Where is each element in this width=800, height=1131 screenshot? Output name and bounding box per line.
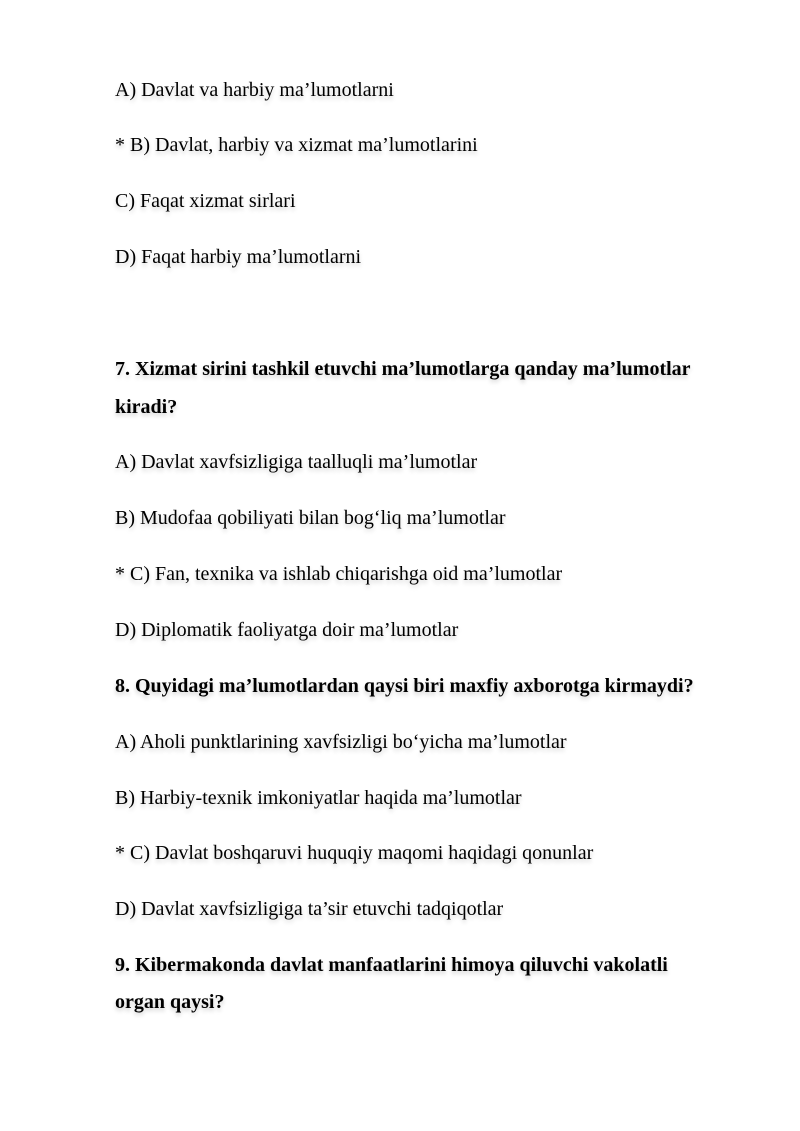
answer-option: C) Faqat xizmat sirlari	[115, 190, 296, 212]
answer-option: A) Aholi punktlarining xavfsizligi bo‘yicha ma’lumotlar	[115, 731, 567, 753]
answer-option-correct: * B) Davlat, harbiy va xizmat ma’lumotlarini	[115, 134, 478, 156]
question-7-heading-cont: kiradi?	[115, 396, 178, 418]
question-8-heading: 8. Quyidagi ma’lumotlardan qaysi biri maxfiy axborotga kirmaydi?	[115, 675, 694, 697]
answer-option: A) Davlat va harbiy ma’lumotlarni	[115, 79, 394, 101]
question-9-heading-cont: organ qaysi?	[115, 991, 225, 1013]
question-9-heading: 9. Kibermakonda davlat manfaatlarini himoya qiluvchi vakolatli	[115, 954, 668, 976]
answer-option: D) Faqat harbiy ma’lumotlarni	[115, 246, 362, 268]
answer-option: D) Davlat xavfsizligiga ta’sir etuvchi tadqiqotlar	[115, 898, 504, 920]
question-7-heading: 7. Xizmat sirini tashkil etuvchi ma’lumotlarga qanday ma’lumotlar	[115, 358, 691, 380]
answer-option-correct: * C) Davlat boshqaruvi huquqiy maqomi haqidagi qonunlar	[115, 842, 594, 864]
answer-option: B) Mudofaa qobiliyati bilan bog‘liq ma’lumotlar	[115, 507, 506, 529]
answer-option: B) Harbiy-texnik imkoniyatlar haqida ma’lumotlar	[115, 787, 522, 809]
answer-option: D) Diplomatik faoliyatga doir ma’lumotlar	[115, 619, 459, 641]
answer-option: A) Davlat xavfsizligiga taalluqli ma’lumotlar	[115, 451, 478, 473]
answer-option-correct: * C) Fan, texnika va ishlab chiqarishga oid ma’lumotlar	[115, 563, 563, 585]
